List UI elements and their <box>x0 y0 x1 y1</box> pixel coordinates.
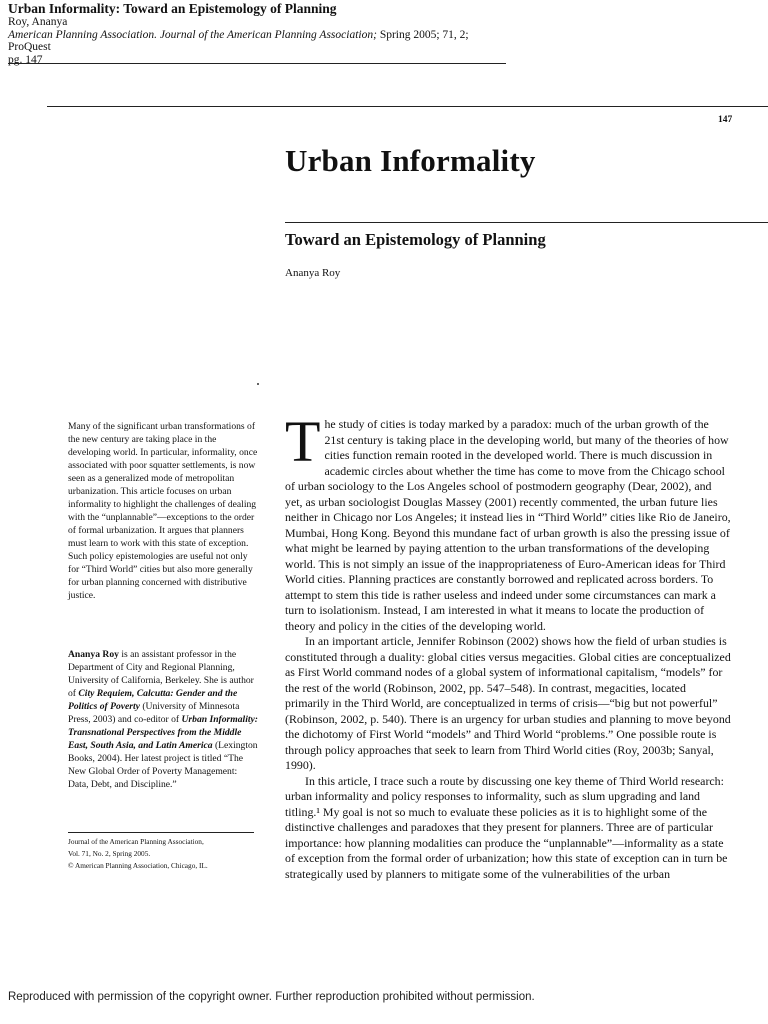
body-paragraph-2: In an important article, Jennifer Robinson (2002) shows how the field of urban studies is constituted through a duality: global cities versus megacities. Global cities are conceptualized as First World command nodes of a global system of informational capitalism, “models” for the rest of the world (Robinson, 2002, pp. 547–548). In contrast, megacities, located primarily in the Third World, are conceptualized in terms of crisis—“big but not powerful” (Robinson, 2002, p. 540). There is an urgency for urban studies and planning to move beyond the dichotomy of First World “models” and Third World “problems.” One possible route is through policy approaches that seek to learn from Third World cities (Roy, 2003b; Sanyal, 1990). <box>285 634 731 772</box>
proquest-source-journal: American Planning Association. Journal of the American Planning Association; <box>8 28 377 41</box>
journal-info-line: Journal of the American Planning Association, <box>68 837 204 846</box>
article-title: Urban Informality <box>285 143 536 178</box>
journal-info <box>68 836 268 872</box>
article-author: Ananya Roy <box>285 267 341 279</box>
page-top-rule <box>47 106 768 107</box>
proquest-source <box>8 29 528 42</box>
stray-dot <box>257 383 259 385</box>
bio-text-3: (Lexington Books, 2004). Her latest project is titled “The New Global Order of Poverty Management: Data, Debt, and Discipline.” <box>68 740 258 790</box>
bio-name: Ananya Roy <box>68 649 119 660</box>
title-rule <box>285 222 768 223</box>
sidebar <box>68 420 258 790</box>
proquest-database: ProQuest <box>8 41 51 53</box>
drop-cap: T <box>285 409 321 474</box>
abstract: Many of the significant urban transformations of the new century are taking place in the developing world. In particular, informality, once associated with poor squatter settlements, is now seen as a generalized mode of metropolitan urbanization. This article focuses on urban informality to highlight the challenges of dealing with the “unplannable”—exceptions to the order of formal urbanization. It argues that planners must learn to work with this state of exception. Such policy epistemologies are useful not only for “Third World” cities but also more generally for urban planning concerned with distributive justice. <box>68 421 258 601</box>
bio-book-1: City Requiem, Calcutta: Gender and the Politics of Poverty <box>68 688 238 712</box>
bio-text-2: (University of Minnesota Press, 2003) and co-editor of <box>68 701 240 725</box>
body-paragraph-3: In this article, I trace such a route by discussing one key theme of Third World research: urban informality and policy responses to informality, such as slum upgrading and land titling.¹ My goal is not so much to evaluate these policies as it is to highlight some of the distinctive challenges and paradoxes that they present for planners. Three are of particular importance: how planning modalities can produce the “unplannable”—informality as a state of exception from the formal order of urbanization; how this state of exception can in turn be strategically used by planners to mitigate some of the vulnerabilities of the urban <box>285 773 728 881</box>
author-bio <box>68 648 258 791</box>
proquest-author: Roy, Ananya <box>8 16 68 28</box>
article-body <box>285 409 731 882</box>
bio-book-2: Urban Informality: Transnational Perspectives from the Middle East, South Asia, and Latin America <box>68 714 258 751</box>
copyright-footer: Reproduced with permission of the copyright owner. Further reproduction prohibited without permission. <box>8 991 535 1003</box>
header-divider <box>8 63 506 64</box>
proquest-page: pg. 147 <box>8 53 43 66</box>
proquest-source-issue: Spring 2005; 71, 2; <box>376 28 469 41</box>
journal-info-line: © American Planning Association, Chicago, IL. <box>68 861 208 870</box>
article-subtitle: Toward an Epistemology of Planning <box>285 230 546 249</box>
journal-info-line: Vol. 71, No. 2, Spring 2005. <box>68 849 151 858</box>
body-paragraph-1-text: he study of cities is today marked by a paradox: much of the urban growth of the 21st century is taking place in the developing world, but many of the theories of how cities function remain rooted in the developed world. There is much discussion in academic circles about whether the time has come to move from the Chicago school of urban sociology to the Los Angeles school of postmodern geography (Dear, 2002), and yet, as urban sociologist Douglas Massey (2001) recently commented, the urban future lies neither in Chicago nor Los Angeles; it instead lies in “Third World” cities like Rio de Janeiro, Mumbai, Hong Kong. Beyond this mundane fact of urban growth is also the pressing issue of what might be learned by paying attention to the urban transformations of the developing world. This is not simply an issue of the inappropriateness of Euro-American ideas for Third World cities. Planning practices are constantly borrowed and replicated across borders. To attempt to stem this tide is rather useless and indeed under some circumstances can mark a turn to isolationism. Instead, I am interested in what it means to locate the production of theory and policy in the cities of the developing world. <box>285 417 731 633</box>
bio-text-1: is an assistant professor in the Department of City and Regional Planning, University of California, Berkeley. She is author of <box>68 649 254 699</box>
sidebar-rule <box>68 832 254 833</box>
proquest-title: Urban Informality: Toward an Epistemology of Planning <box>8 1 337 16</box>
page-number: 147 <box>718 115 733 125</box>
body-paragraph-1 <box>285 409 731 634</box>
proquest-header <box>8 2 528 66</box>
